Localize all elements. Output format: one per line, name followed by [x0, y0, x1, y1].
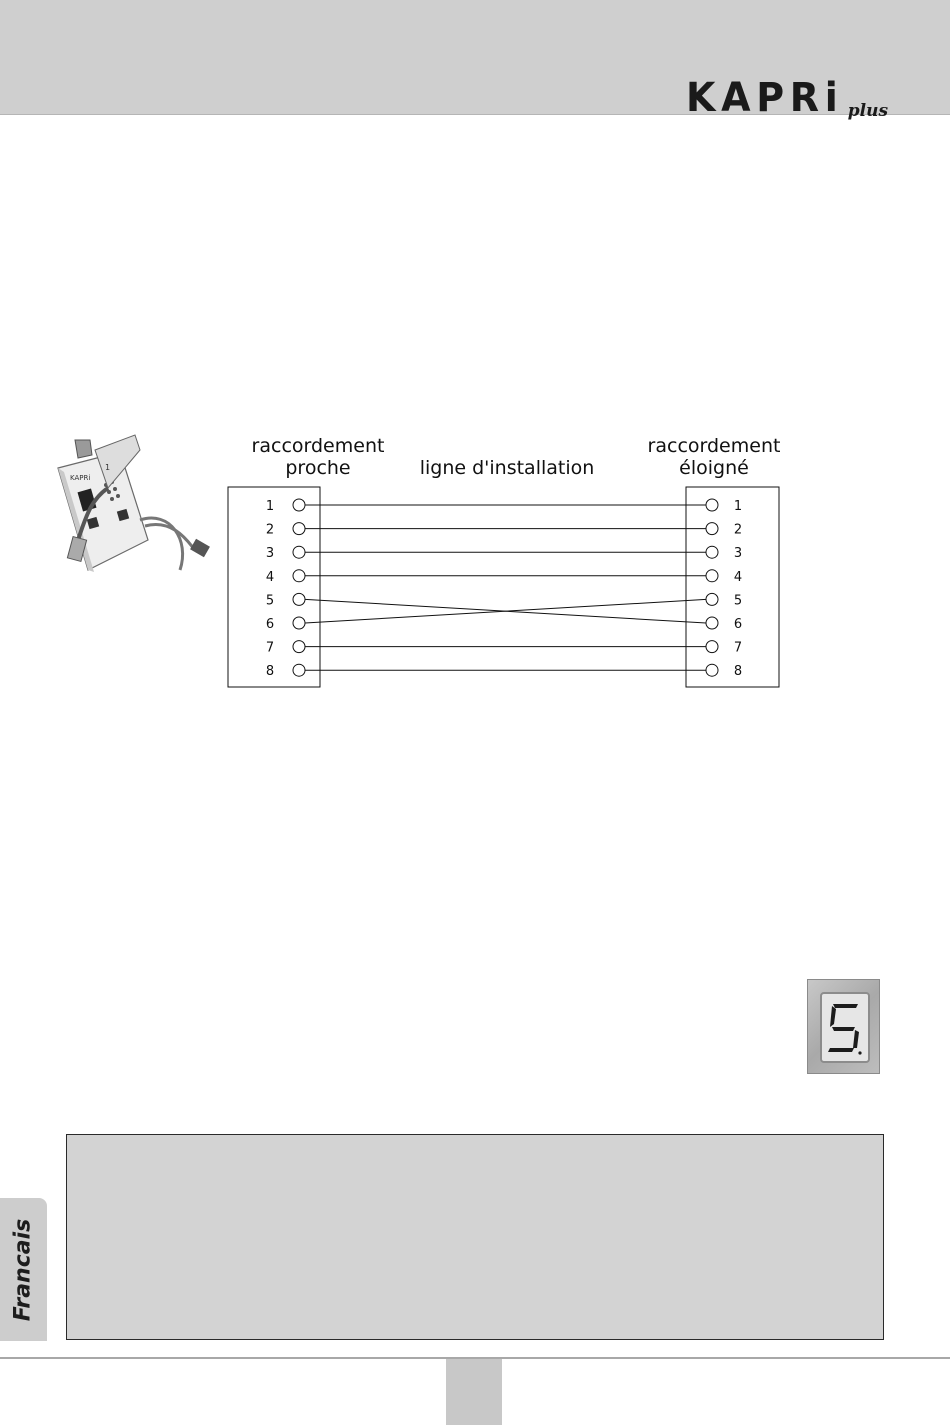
near-pin-label: 8: [265, 664, 275, 680]
display-window: [820, 992, 870, 1063]
near-pin-label: 4: [265, 569, 275, 585]
header-band: [0, 0, 950, 121]
far-pin-terminal: [706, 664, 718, 676]
far-pin-terminal: [706, 570, 718, 582]
near-pin-label: 5: [265, 593, 275, 609]
far-end-box: [686, 487, 779, 687]
near-pin-label: 3: [265, 546, 275, 562]
far-pin-terminal: [706, 641, 718, 653]
wires: [305, 505, 706, 670]
near-end-label-line2: proche: [285, 457, 351, 479]
far-pin-terminal: [706, 546, 718, 558]
digit-five-glyph: [822, 994, 868, 1061]
far-pin-label: 3: [733, 546, 743, 562]
page-number-tab: [446, 1359, 502, 1425]
far-pin-label: 8: [733, 664, 743, 680]
far-pin-label: 5: [733, 593, 743, 609]
near-pin-terminal: [293, 546, 305, 558]
svg-text:KAPRi: KAPRi: [70, 474, 91, 482]
near-pin-terminal: [293, 570, 305, 582]
near-pin-terminal: [293, 617, 305, 629]
far-pin-label: 4: [733, 569, 743, 585]
logo-main-text: KAPRi: [686, 75, 844, 121]
logo-suffix-text: plus: [847, 101, 889, 121]
near-end-box: [228, 487, 320, 687]
remote-unit-image: [50, 430, 150, 580]
far-pin-terminal: [706, 523, 718, 535]
near-end-label-line1: raccordement: [251, 435, 385, 457]
svg-text:1: 1: [105, 463, 111, 472]
near-pin-terminal: [293, 523, 305, 535]
language-label: Francais: [10, 1218, 36, 1322]
line-label: ligne d'installation: [419, 457, 595, 479]
wiring-diagram: [50, 430, 910, 700]
kapri-plus-logo: [686, 75, 889, 121]
far-pin-label: 1: [733, 499, 743, 514]
far-pin-label: 2: [733, 522, 743, 538]
near-pin-terminal: [293, 593, 305, 605]
far-pin-label: 7: [733, 640, 743, 656]
far-pin-terminal: [706, 499, 718, 511]
note-box: [66, 1134, 884, 1340]
pins: [266, 499, 742, 679]
near-pin-terminal: [293, 664, 305, 676]
seven-segment-display: [807, 979, 880, 1074]
near-pin-terminal: [293, 499, 305, 511]
near-pin-terminal: [293, 641, 305, 653]
near-pin-label: 1: [265, 499, 275, 514]
far-pin-terminal: [706, 617, 718, 629]
near-pin-label: 2: [265, 522, 275, 538]
near-pin-label: 6: [265, 617, 275, 632]
far-pin-label: 6: [733, 617, 743, 632]
far-end-label-line1: raccordement: [647, 435, 781, 457]
far-end-label-line2: éloigné: [679, 457, 749, 479]
near-pin-label: 7: [265, 640, 275, 656]
far-pin-terminal: [706, 593, 718, 605]
